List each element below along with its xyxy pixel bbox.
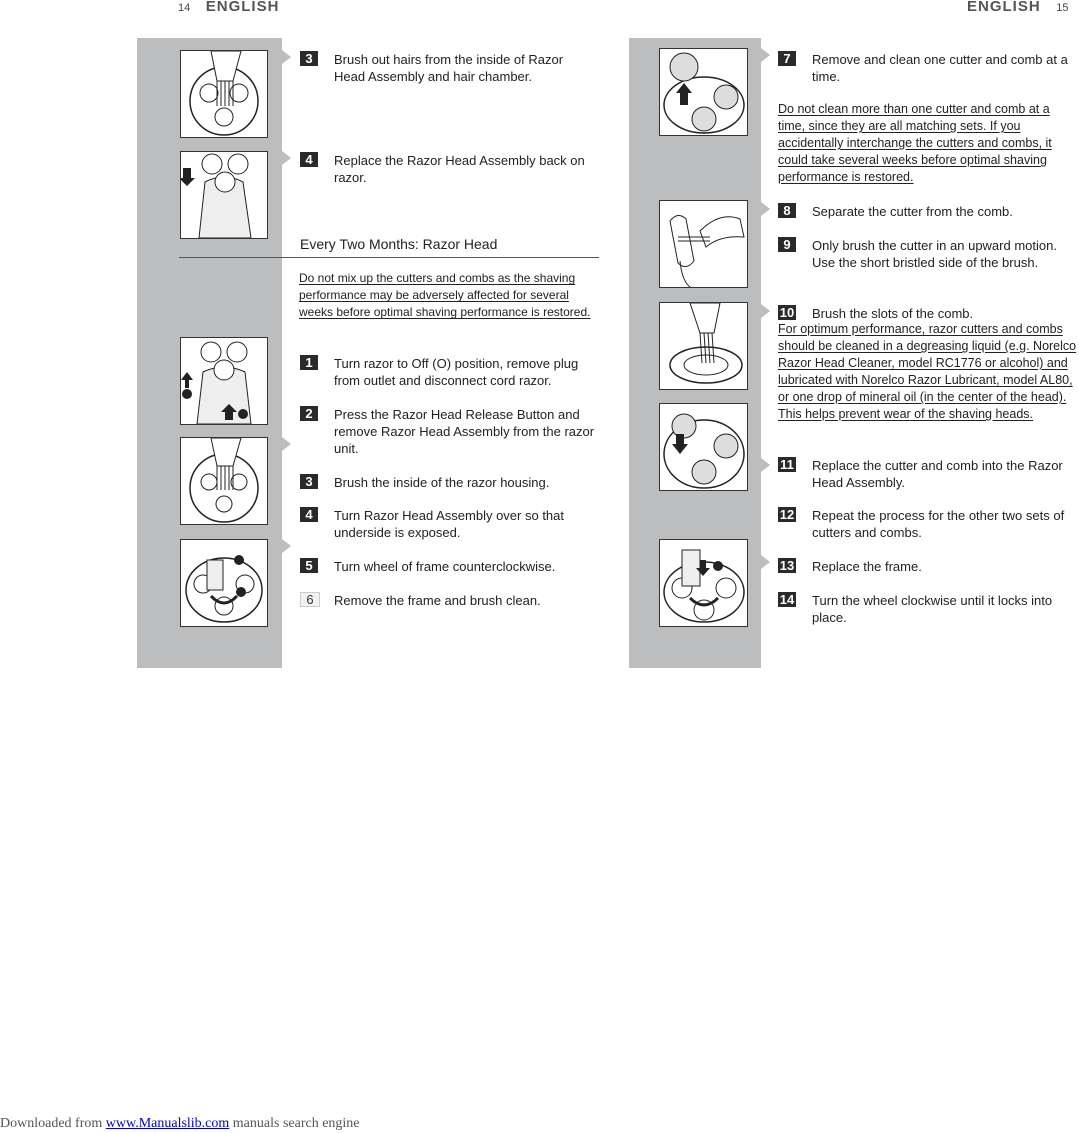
step-number: 14	[779, 592, 795, 607]
step-number: 1	[300, 355, 318, 370]
figure-turn-wheel-counterclockwise	[180, 539, 268, 627]
manualslib-link[interactable]: www.Manualslib.com	[105, 1116, 230, 1131]
step-text: Replace the Razor Head Assembly back on razor.	[334, 153, 585, 185]
step-text: Turn wheel of frame counterclockwise.	[334, 559, 556, 574]
step-number: 2	[300, 406, 318, 421]
matching-sets-text: Do not clean more than one cutter and comb at a time, since they are all matching sets. If you accidentally interchange the cutters and combs, it could take several weeks before optimal shaving performance is restored.	[778, 102, 1052, 184]
step-number: 3	[300, 474, 318, 489]
step-number: 10	[779, 305, 795, 320]
footer-prefix: Downloaded from	[0, 1116, 106, 1131]
right-page-number: 15	[1056, 2, 1069, 14]
left-page-header	[178, 0, 279, 15]
step-text: Turn Razor Head Assembly over so that underside is exposed.	[334, 508, 565, 540]
step-text: Replace the frame.	[812, 559, 922, 574]
optimum-performance-text: For optimum performance, razor cutters and combs should be cleaned in a degreasing liquid (e.g. Norelco Razor Head Cleaner, model RC1776 or alcohol) and lubricated with Norelco Razor Lubricant, model AL80, or one drop of mineral oil (in the center of the head). This helps prevent wear of the shaving heads.	[778, 322, 1077, 421]
figure-separate-cutter-comb	[659, 200, 748, 288]
figure-turn-wheel-clockwise	[659, 539, 748, 627]
step-number: 3	[300, 51, 318, 66]
figure-brush-housing	[180, 437, 268, 525]
step-text: Turn razor to Off (O) position, remove plug from outlet and disconnect cord razor.	[334, 356, 579, 388]
step-number: 11	[778, 457, 796, 472]
figure-replace-head-assembly	[180, 151, 268, 239]
step-text: Only brush the cutter in an upward motion. Use the short bristled side of the brush.	[812, 238, 1057, 270]
step-text: Brush the inside of the razor housing.	[334, 475, 550, 490]
step-number: 9	[778, 237, 796, 252]
figure-replace-cutter-comb	[659, 403, 748, 491]
step-number: 8	[778, 203, 796, 218]
figure-remove-cutter-comb	[659, 48, 748, 136]
step-text: Remove and clean one cutter and comb at a time.	[812, 52, 1068, 84]
warning-note	[299, 270, 599, 321]
right-page-header	[967, 0, 1068, 15]
download-footer	[0, 1116, 360, 1132]
left-page-number: 14	[178, 2, 191, 14]
figure-brush-comb-slots	[659, 302, 748, 390]
right-page-title: ENGLISH	[967, 0, 1041, 15]
step-number: 12	[779, 507, 795, 522]
step-text: Press the Razor Head Release Button and remove Razor Head Assembly from the razor unit.	[334, 407, 595, 456]
optimum-performance-note	[778, 321, 1078, 423]
step-number: 5	[300, 558, 318, 573]
warning-text: Do not mix up the cutters and combs as the shaving performance may be adversely affected for several weeks before optimal shaving performance is restored.	[299, 271, 591, 319]
section-divider	[179, 257, 599, 258]
figure-remove-head-assembly	[180, 337, 268, 425]
step-number: 4	[300, 152, 318, 167]
step-text: Remove the frame and brush clean.	[334, 593, 541, 608]
step-text: Turn the wheel clockwise until it locks into place.	[812, 593, 1053, 625]
footer-suffix: manuals search engine	[229, 1116, 360, 1131]
figure-brush-head-assembly	[180, 50, 268, 138]
left-page-title: ENGLISH	[205, 0, 280, 15]
step-text: Brush the slots of the comb.	[812, 306, 974, 321]
step-text: Replace the cutter and comb into the Razor Head Assembly.	[812, 458, 1063, 490]
step-number: 6	[300, 592, 320, 607]
matching-sets-note	[778, 101, 1076, 186]
step-text: Separate the cutter from the comb.	[812, 204, 1013, 219]
step-number: 13	[779, 558, 795, 573]
step-number: 4	[300, 507, 318, 522]
step-number: 7	[778, 51, 796, 66]
section-title: Every Two Months: Razor Head	[300, 236, 498, 252]
step-text: Brush out hairs from the inside of Razor Head Assembly and hair chamber.	[334, 52, 564, 84]
step-text: Repeat the process for the other two sets of cutters and combs.	[812, 508, 1065, 540]
